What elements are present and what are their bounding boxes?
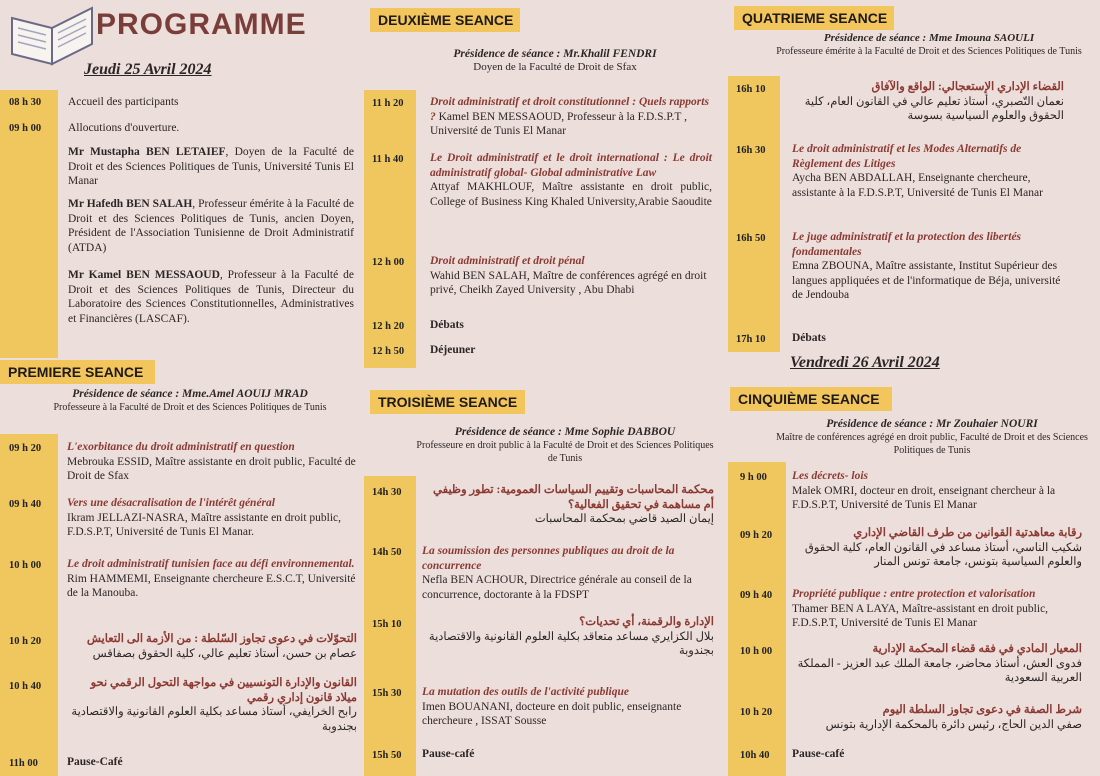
s4-time-1: 16h 10 bbox=[736, 84, 766, 95]
s2-item-5: Déjeuner bbox=[430, 344, 476, 356]
s5-time-6: 10h 40 bbox=[740, 750, 770, 761]
opening-speaker-3: Mr Kamel BEN MESSAOUD, Professeur à la Faculté de Droit et des Sciences Politiques de Tunis, Directeur du Laboratoire des Sciences Constitutionnelles, Administratives et Financières (LASCAF). bbox=[68, 269, 354, 325]
session-2-label: DEUXIÈME SEANCE bbox=[370, 8, 520, 32]
s2-item-1: Droit administratif et droit constitutionnel : Quels rapports ? Kamel BEN MESSAOUD, Professeur à la F.D.S.P.T , Université de Tunis El Manar bbox=[430, 96, 709, 137]
s4-time-2: 16h 30 bbox=[736, 145, 766, 156]
s5-time-4: 10 h 00 bbox=[740, 646, 773, 657]
opening-text-2: Allocutions d'ouverture. bbox=[68, 122, 180, 134]
s5-item-3: Propriété publique : entre protection et valorisation Thamer BEN A LAYA, Maître-assistant en droit public, F.D.S.P.T, Université de Tunis El Manar bbox=[792, 588, 1049, 629]
s4-time-3: 16h 50 bbox=[736, 233, 766, 244]
s1-item-2: Vers une désacralisation de l'intérêt général Ikram JELLAZI-NASRA, Maître assistante en droit public, F.D.S.P.T, Université de Tunis El Manar. bbox=[67, 497, 342, 538]
session-5-presidency: Présidence de séance : Mr Zouhaier NOURI Maître de conférences agrégé en droit public, Faculté de Droit et des Sciences Politiques de Tunis bbox=[776, 418, 1088, 456]
s5-time-1: 9 h 00 bbox=[740, 472, 767, 483]
s1-time-5: 10 h 40 bbox=[9, 681, 42, 692]
s1-item-4: التحوّلات في دعوى تجاوز السّلطة : من الأزمة الى التعايش عصام بن حسن، أستاذ تعليم عالي، كلية الحقوق بصفاقس bbox=[86, 633, 357, 660]
s1-time-3: 10 h 00 bbox=[9, 560, 42, 571]
s3-time-1: 14h 30 bbox=[372, 487, 402, 498]
s1-item-5: القانون والإدارة التونسيين في مواجهة التحول الرقمي نحو ميلاد قانون إداري رقمي رابح الخرايفي، أستاذ مساعد بكلية العلوم القانونية والاقتصادية بجندوبة bbox=[71, 677, 357, 733]
s4-time-4: 17h 10 bbox=[736, 334, 766, 345]
day-1-heading: Jeudi 25 Avril 2024 bbox=[84, 61, 212, 78]
session-1-presidency: Présidence de séance : Mme.Amel AOUIJ MRAD Professeure à la Faculté de Droit et des Sciences Politiques de Tunis bbox=[53, 388, 327, 413]
s1-item-1: L'exorbitance du droit administratif en question Mebrouka ESSID, Maître assistante en droit public, Faculté de Droit de Sfax bbox=[67, 441, 356, 482]
s1-time-2: 09 h 40 bbox=[9, 499, 42, 510]
session-3-label: TROISIÈME SEANCE bbox=[370, 390, 525, 414]
session-4-presidency: Présidence de séance : Mme Imouna SAOULI Professeure émérite à la Faculté de Droit et des Sciences Politiques de Tunis bbox=[776, 32, 1082, 57]
s2-time-1: 11 h 20 bbox=[372, 98, 404, 109]
opening-time-1: 08 h 30 bbox=[9, 97, 42, 108]
s1-time-4: 10 h 20 bbox=[9, 636, 42, 647]
s1-item-6: Pause-Café bbox=[67, 756, 123, 768]
session-1-label: PREMIERE SEANCE bbox=[0, 360, 155, 384]
s1-time-6: 11h 00 bbox=[9, 758, 38, 769]
s5-time-2: 09 h 20 bbox=[740, 530, 773, 541]
s2-time-3: 12 h 00 bbox=[372, 257, 405, 268]
opening-speaker-2: Mr Hafedh BEN SALAH, Professeur émérite à la Faculté de Droit et des Sciences Politiques de Tunis, ancien Doyen, Président de l'Association Tunisienne de Droit Administratif (ATDA) bbox=[68, 198, 354, 254]
s3-time-3: 15h 10 bbox=[372, 619, 402, 630]
session-3-presidency: Présidence de séance : Mme Sophie DABBOU Professeure en droit public à la Faculté de Droit et des Sciences Politiques de Tunis bbox=[416, 426, 714, 464]
s5-item-4: المعيار المادي في فقه قضاء المحكمة الإدارية فدوى العش، أستاذ محاضر، جامعة الملك عبد العزيز - المملكة العربية السعودية bbox=[797, 643, 1082, 684]
s5-item-2: رقابة معاهدتية القوانين من طرف القاضي الإداري شكيب الناسي، أستاذ مساعد في القانون العام، كلية الحقوق والعلوم السياسية بتونس، جامعة تونس المنار bbox=[804, 527, 1082, 568]
session-4-label: QUATRIEME SEANCE bbox=[734, 6, 894, 30]
s5-time-5: 10 h 20 bbox=[740, 707, 773, 718]
session-5-label: CINQUIÈME SEANCE bbox=[730, 387, 892, 411]
s3-item-4: La mutation des outils de l'activité publique Imen BOUANANI, docteure en doit public, enseignante chercheure , ISSAT Sousse bbox=[422, 686, 682, 727]
day-2-heading: Vendredi 26 Avril 2024 bbox=[790, 354, 940, 371]
s5-item-6: Pause-café bbox=[792, 748, 845, 760]
s4-item-4: Débats bbox=[792, 332, 826, 344]
opening-speaker-1: Mr Mustapha BEN LETAIEF, Doyen de la Faculté de Droit et des Sciences Politiques de Tunis, Université Tunis El Manar bbox=[68, 146, 354, 187]
s2-time-5: 12 h 50 bbox=[372, 346, 405, 357]
s3-time-4: 15h 30 bbox=[372, 688, 402, 699]
s3-item-5: Pause-café bbox=[422, 748, 475, 760]
s2-time-2: 11 h 40 bbox=[372, 154, 404, 165]
s2-item-4: Débats bbox=[430, 319, 464, 331]
page-title: PROGRAMME bbox=[96, 8, 307, 41]
s2-item-3: Droit administratif et droit pénal Wahid BEN SALAH, Maître de conférences agrégé en droit privé, Cheikh Zayed University , Abu Dhabi bbox=[430, 255, 707, 296]
s3-item-2: La soumission des personnes publiques au droit de la concurrence Nefla BEN ACHOUR, Directrice générale au conseil de la concurrence, doctorante à la FDSPT bbox=[422, 545, 692, 601]
s4-item-3: Le juge administratif et la protection des libertés fondamentales Emna ZBOUNA, Maître assistante, Institut Supérieur des langues appliquées et de l'informatique de Béja, université de Jendouba bbox=[792, 231, 1061, 301]
opening-text-1: Accueil des participants bbox=[68, 96, 179, 108]
s5-time-3: 09 h 40 bbox=[740, 590, 773, 601]
s5-item-5: شرط الصفة في دعوى تجاوز السلطة اليوم صفي الدين الحاج، رئيس دائرة بالمحكمة الإدارية بتونس bbox=[825, 704, 1082, 731]
s3-item-1: محكمة المحاسبات وتقييم السياسات العمومية: تطور وظيفي أم مساهمة في تحقيق الفعالية؟ إيمان الصيد قاضي بمحكمة المحاسبات bbox=[433, 484, 714, 525]
s1-item-3: Le droit administratif tunisien face au défi environnemental. Rim HAMMEMI, Enseignante chercheure E.S.C.T, Université de la Manouba. bbox=[67, 558, 356, 599]
s2-item-2: Le Droit administratif et le droit international : Le droit administratif global- Global administrative Law Attyaf MAKHLOUF, Maître assistante en droit public, College of Business King Khaled University,Arabie Saoudite bbox=[430, 152, 712, 208]
session-2-presidency: Présidence de séance : Mr.Khalil FENDRI Doyen de la Faculté de Droit de Sfax bbox=[453, 48, 657, 73]
s4-item-1: القضاء الإداري الإستعجالي: الواقع والآفاق نعمان التّصبري، أستاذ تعليم عالي في القانون العام، كلية الحقوق والعلوم السياسية بسوسة bbox=[804, 81, 1064, 122]
s1-time-1: 09 h 20 bbox=[9, 443, 42, 454]
s3-time-2: 14h 50 bbox=[372, 547, 402, 558]
s3-item-3: الإدارة والرقمنة، أي تحديات؟ بلال الكزايري مساعد متعاقد بكلية العلوم القانونية والاقتصادية بجندوبة bbox=[428, 616, 714, 657]
opening-time-2: 09 h 00 bbox=[9, 123, 42, 134]
s5-item-1: Les décrets- lois Malek OMRI, docteur en droit, enseignant chercheur à la F.D.S.P.T, Université de Tunis El Manar bbox=[792, 470, 1056, 511]
s4-item-2: Le droit administratif et les Modes Alternatifs de Règlement des Litiges Aycha BEN ABDALLAH, Enseignante chercheure, assistante à la F.D.S.P.T, Université de Tunis El Manar bbox=[792, 143, 1043, 199]
book-icon bbox=[8, 4, 96, 68]
s2-time-4: 12 h 20 bbox=[372, 321, 405, 332]
s3-time-5: 15h 50 bbox=[372, 750, 402, 761]
